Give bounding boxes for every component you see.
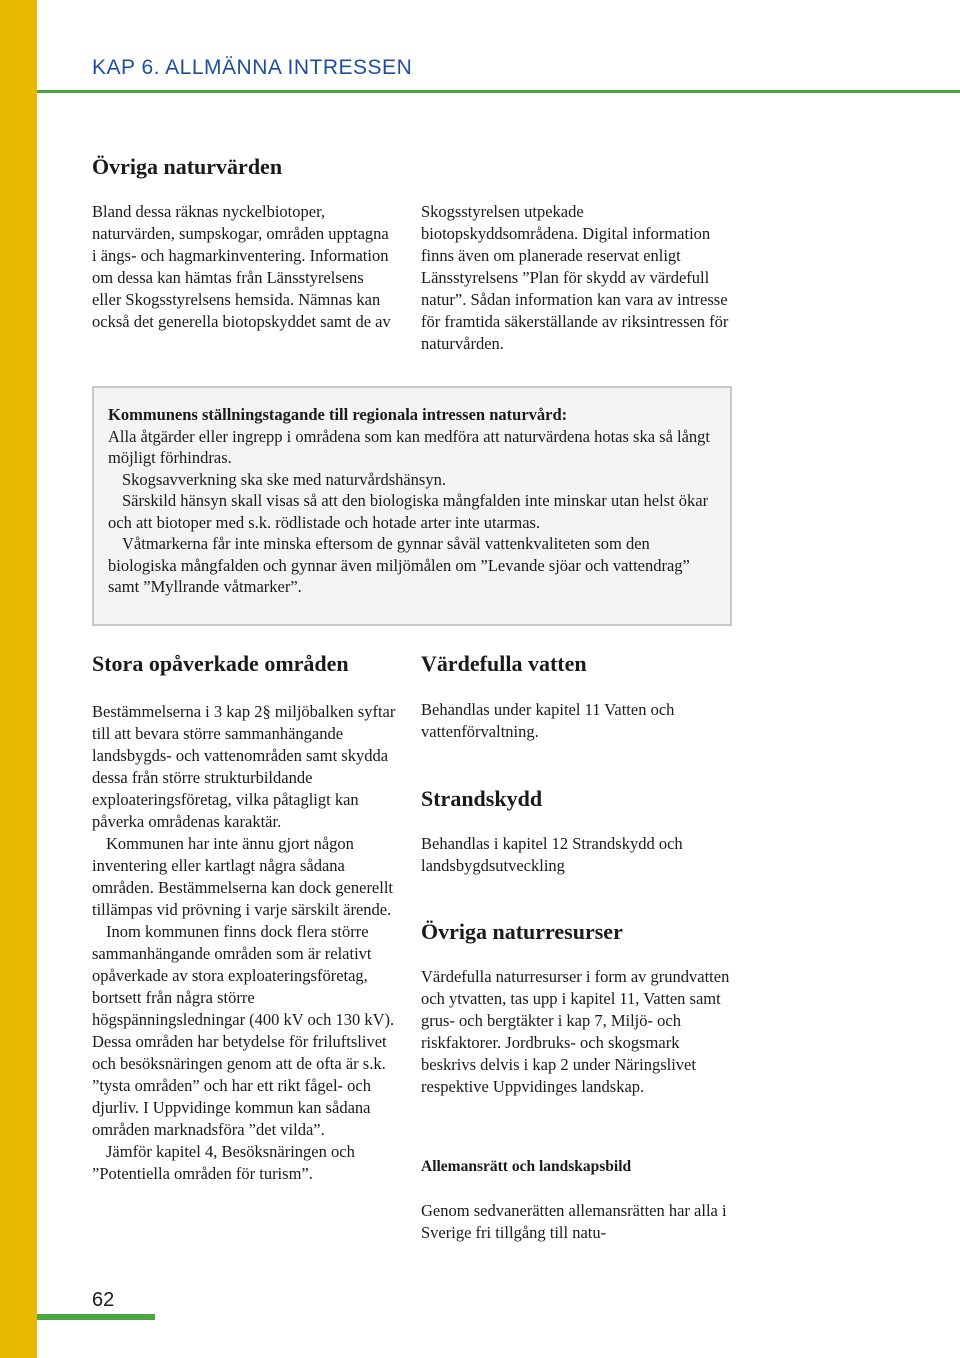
ovriga-naturvarden-col1: Bland dessa räknas nyckelbiotoper, naturvärden, sumpskogar, områden upptagna i ängs- och hagmarkinventering. Information om dessa kan hämtas från Länsstyrelsens eller Skogsstyrelsens hemsida. Nämnas kan också det generella biotopskyddet samt de av <box>92 202 391 331</box>
vardefulla-vatten-p1: Behandlas under kapitel 11 Vatten och vattenförvaltning. <box>421 700 675 741</box>
stora-p2: Kommunen har inte ännu gjort någon inventering eller kartlagt några sådana områden. Bestämmelserna kan dock generellt tillämpas vid prövning i varje särskilt ärende. <box>92 834 394 919</box>
heading-ovriga-naturvarden: Övriga naturvärden <box>92 154 283 179</box>
heading-allemansratt: Allemansrätt och landskapsbild <box>421 1158 632 1175</box>
policy-box-p1: Alla åtgärder eller ingrepp i områdena som kan medföra att naturvärdena hotas ska så långt möjligt förhindras. <box>108 426 711 467</box>
footer-rule <box>37 1314 155 1320</box>
allemansratt-p1: Genom sedvanerätten allemansrätten har alla i Sverige fri tillgång till natu- <box>421 1201 727 1242</box>
policy-box-p3: Särskild hänsyn skall visas så att den biologiska mångfalden inte minskar utan helst ökar och att biotoper med s.k. rödlistade och hotade arter inte utarmas. <box>108 491 709 532</box>
heading-ovriga-naturresurser: Övriga naturresurser <box>421 919 623 944</box>
heading-vardefulla-vatten: Värdefulla vatten <box>421 651 587 676</box>
policy-box-p4: Våtmarkerna får inte minska eftersom de gynnar såväl vattenkvaliteten som den biologiska mångfalden och gynnar även miljömålen om ”Levande sjöar och vattendrag” samt ”Myllrande våtmarker”. <box>108 534 690 596</box>
heading-strandskydd: Strandskydd <box>421 786 543 811</box>
naturresurser-p1: Värdefulla naturresurser i form av grundvatten och ytvatten, tas upp i kapitel 11, Vatten samt grus- och bergtäkter i kap 7, Miljö- och riskfaktorer. Jordbruks- och skogsmark beskrivs delvis i kap 2 under Näringslivet respektive Uppvidinges landskap. <box>421 967 730 1096</box>
stora-p1: Bestämmelserna i 3 kap 2§ miljöbalken syftar till att bevara större sammanhängande landsbygds- och vattenområden samt skydda dessa från större strukturbildande exploateringsföretag, vilka påtagligt kan påverka områdenas karaktär. <box>92 702 396 831</box>
strandskydd-p1: Behandlas i kapitel 12 Strandskydd och landsbygdsutveckling <box>421 834 683 875</box>
page-number: 62 <box>92 1289 115 1311</box>
policy-box-p2: Skogsavverkning ska ske med naturvårdshänsyn. <box>122 469 446 489</box>
stora-p3: Inom kommunen finns dock flera större sammanhängande områden som är relativt opåverkade av stora exploateringsföretag, bortsett från några större högspänningsledningar (400 kV och 130 kV). Dessa områden har betydelse för friluftslivet och besöksnäringen genom att de ofta är s.k. ”tysta områden” och har ett rikt fågel- och djurliv. I Uppvidinge kommun kan sådana områden marknadsföra ”det vilda”. <box>92 922 395 1139</box>
policy-box-title: Kommunens ställningstagande till regionala intressen naturvård: <box>108 405 568 424</box>
stora-p4: Jämför kapitel 4, Besöksnäringen och ”Potentiella områden för turism”. <box>92 1142 355 1183</box>
header-rule <box>37 90 960 93</box>
ovriga-naturvarden-col2: Skogsstyrelsen utpekade biotopskyddsområdena. Digital information finns även om planerade reservat enligt Länsstyrelsens ”Plan för skydd av värdefull natur”. Sådan information kan vara av intresse för framtida säkerställande av riksintressen för naturvården. <box>421 202 729 353</box>
chapter-title: KAP 6. ALLMÄNNA INTRESSEN <box>92 56 413 79</box>
left-column <box>92 651 402 1185</box>
yellow-margin-bar <box>0 0 37 1358</box>
heading-stora-opaverkade: Stora opåverkade områden <box>92 651 349 676</box>
policy-box <box>92 386 732 626</box>
